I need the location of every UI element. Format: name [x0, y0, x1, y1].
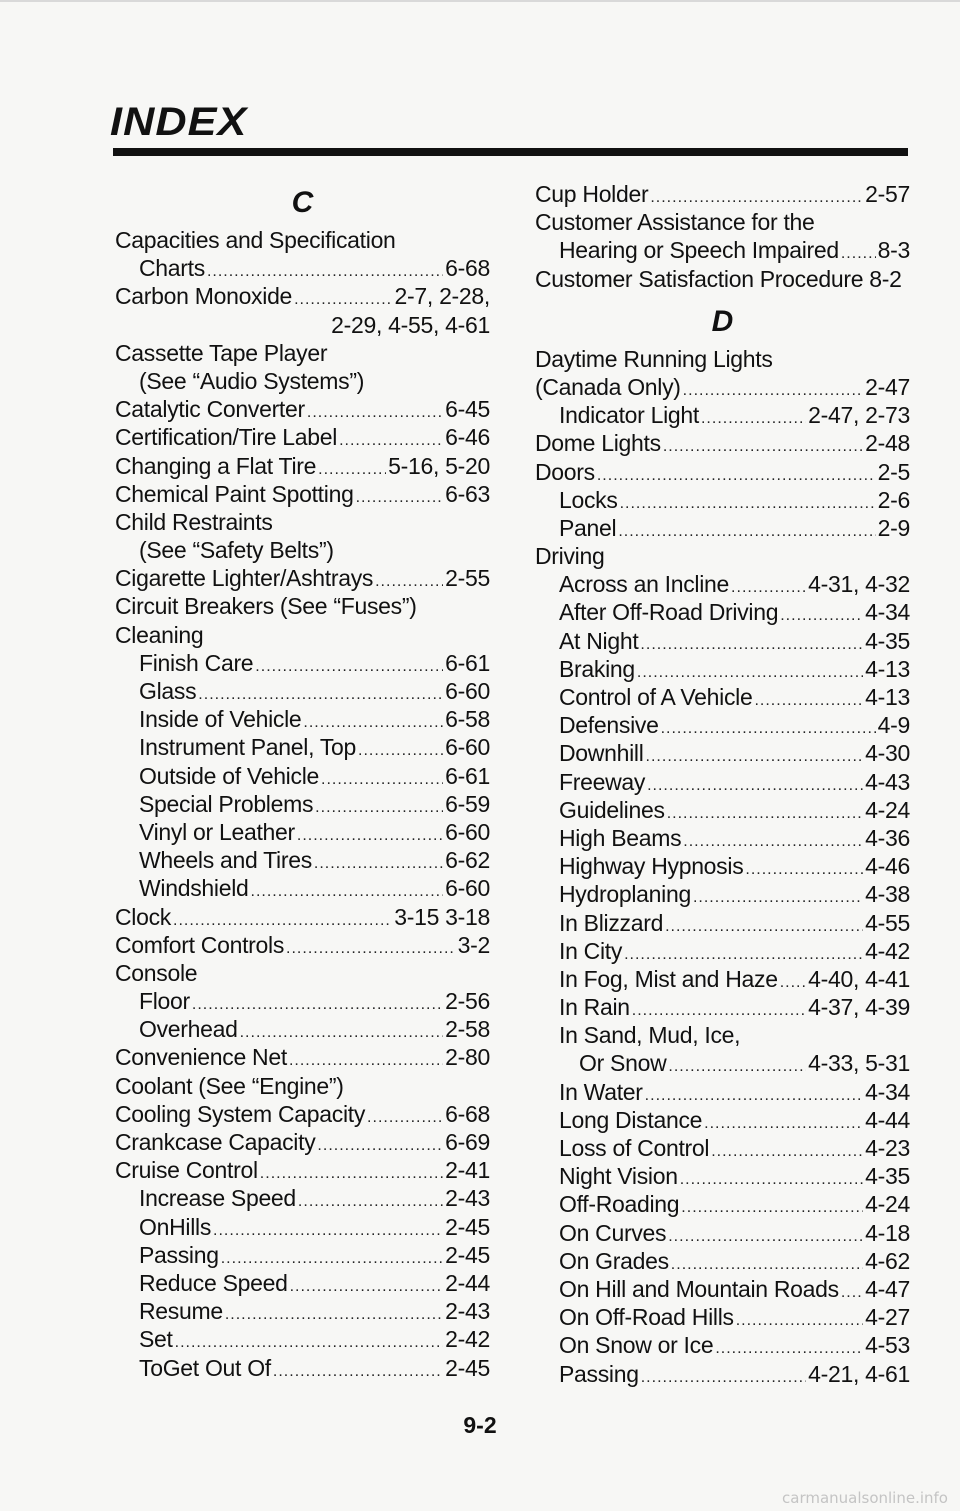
entry-term: In Water: [559, 1078, 643, 1105]
entry-term: Chemical Paint Spotting: [115, 480, 354, 507]
index-entry: [535, 458, 910, 486]
entry-term: Panel: [559, 514, 617, 541]
entry-term: At Night: [559, 627, 639, 654]
entry-page-ref: 3-2: [457, 931, 490, 958]
index-entry: [535, 486, 910, 514]
entry-page-ref: 4-31, 4-32: [808, 571, 910, 598]
header-rule: [113, 148, 908, 156]
entry-term: Wheels and Tires: [139, 847, 312, 874]
dot-leader: [665, 913, 863, 941]
dot-leader: [317, 1132, 443, 1160]
dot-leader: [358, 737, 443, 765]
entry-page-ref: 4-35: [865, 1163, 910, 1190]
dot-leader: [754, 687, 863, 715]
index-entry: [115, 762, 490, 790]
index-entry: [535, 711, 910, 739]
index-entry: [115, 480, 490, 508]
entry-term: Child Restraints: [115, 508, 273, 535]
entry-page-ref: 8-3: [877, 237, 910, 264]
entry-page-ref: 4-38: [865, 881, 910, 908]
dot-leader: [668, 1223, 863, 1251]
index-entry: [115, 733, 490, 761]
index-entry: [115, 903, 490, 931]
entry-page-ref: 2-43: [445, 1298, 490, 1325]
index-entry: [115, 846, 490, 874]
dot-leader: [356, 484, 444, 512]
entry-page-ref: 2-45: [445, 1354, 490, 1381]
index-entry: [535, 1162, 910, 1190]
dot-leader: [841, 1279, 863, 1307]
entry-page-ref: 2-41: [445, 1157, 490, 1184]
entry-page-ref: 4-42: [865, 937, 910, 964]
index-entry-list: [115, 226, 490, 1382]
dot-leader: [745, 856, 863, 884]
index-entry: [535, 345, 910, 373]
entry-page-ref: 2-57: [865, 181, 910, 207]
entry-term: Off-Roading: [559, 1191, 680, 1218]
page-title: INDEX: [110, 100, 248, 144]
dot-leader: [321, 766, 443, 794]
index-entry: [535, 1247, 910, 1275]
index-entry: [535, 208, 910, 236]
dot-leader: [680, 1166, 863, 1194]
index-entry: [115, 339, 490, 367]
dot-leader: [225, 1301, 443, 1329]
entry-page-ref: 4-18: [865, 1219, 910, 1246]
entry-page-ref: 2-80: [445, 1044, 490, 1071]
entry-term: Inside of Vehicle: [139, 706, 302, 733]
entry-term: In City: [559, 937, 623, 964]
entry-page-ref: 6-60: [445, 734, 490, 761]
index-entry: [535, 180, 910, 208]
index-entry: [115, 705, 490, 733]
index-entry: [115, 874, 490, 902]
dot-leader: [701, 405, 806, 433]
entry-term: Floor: [139, 988, 190, 1015]
entry-term: Cleaning: [115, 621, 204, 648]
entry-page-ref: 4-24: [865, 1191, 910, 1218]
dot-leader: [255, 653, 443, 681]
entry-page-ref: 4-55: [865, 909, 910, 936]
entry-page-ref: 6-61: [445, 762, 490, 789]
entry-term: In Fog, Mist and Haze: [559, 965, 778, 992]
index-entry: [535, 514, 910, 542]
entry-term: Loss of Control: [559, 1135, 710, 1161]
entry-term: Indicator Light: [559, 402, 699, 429]
entry-term: Hydroplaning: [559, 881, 691, 908]
index-entry: [115, 1184, 490, 1212]
entry-page-ref: 4-33, 5-31: [808, 1050, 910, 1077]
entry-page-ref: 2-45: [445, 1213, 490, 1240]
index-entry: [535, 1275, 910, 1303]
index-entry: [115, 395, 490, 423]
dot-leader: [298, 1188, 443, 1216]
watermark: carmanualsonline.info: [782, 1489, 948, 1507]
entry-page-ref: 6-68: [445, 1100, 490, 1127]
entry-term: Changing a Flat Tire: [115, 452, 317, 479]
entry-page-ref: 4-37, 4-39: [808, 994, 910, 1021]
entry-page-ref: 4-44: [865, 1106, 910, 1133]
entry-term: On Off-Road Hills: [559, 1304, 734, 1331]
dot-leader: [711, 1138, 863, 1166]
index-entry: [535, 909, 910, 937]
entry-term: Or Snow: [579, 1050, 667, 1077]
dot-leader: [780, 969, 806, 997]
index-entry: [115, 536, 490, 564]
entry-page-ref: 6-60: [445, 875, 490, 902]
entry-page-ref: 4-46: [865, 853, 910, 880]
dot-leader: [273, 1358, 443, 1386]
entry-term: On Curves: [559, 1219, 667, 1246]
page-number: 9-2: [463, 1412, 497, 1438]
index-column-right: [535, 180, 910, 1388]
index-entry: [115, 1325, 490, 1353]
index-entry: [115, 1241, 490, 1269]
entry-page-ref: 4-36: [865, 824, 910, 851]
index-entry: [535, 655, 910, 683]
index-entry: [535, 937, 910, 965]
entry-page-ref: 2-7, 2-28,: [394, 283, 490, 310]
entry-term: Clock: [115, 903, 172, 930]
index-entry: [535, 993, 910, 1021]
index-entry: [535, 683, 910, 711]
dot-leader: [780, 602, 863, 630]
entry-page-ref: 4-30: [865, 740, 910, 767]
entry-page-ref: 4-13: [865, 684, 910, 710]
entry-term: (See “Safety Belts”): [139, 537, 334, 564]
entry-term: Guidelines: [559, 796, 665, 823]
index-entry: [115, 1213, 490, 1241]
index-entry: [115, 1072, 490, 1100]
index-entry: [535, 824, 910, 852]
entry-term: Coolant (See “Engine”): [115, 1072, 344, 1099]
index-entry: [115, 649, 490, 677]
entry-term: In Rain: [559, 994, 630, 1021]
index-entry: [535, 598, 910, 626]
index-entry: [115, 311, 490, 339]
entry-page-ref: 6-68: [445, 255, 490, 282]
entry-term: Glass: [139, 678, 197, 704]
entry-page-ref: 6-60: [445, 678, 490, 704]
entry-term: On Snow or Ice: [559, 1332, 714, 1359]
entry-page-ref: 4-35: [865, 627, 910, 654]
entry-term: Capacities and Specification: [115, 227, 396, 253]
entry-term: Instrument Panel, Top: [139, 734, 357, 761]
entry-term: Customer Satisfaction Procedure 8-2: [535, 265, 902, 292]
entry-term: On Grades: [559, 1247, 669, 1274]
index-column-left: [115, 180, 490, 1382]
entry-term: Comfort Controls: [115, 931, 285, 958]
entry-term: Customer Assistance for the: [535, 209, 815, 236]
entry-page-ref: 2-48: [865, 430, 910, 457]
entry-term: Cooling System Capacity: [115, 1100, 366, 1127]
index-entry: [535, 236, 910, 264]
entry-page-ref: 4-40, 4-41: [808, 965, 910, 992]
entry-page-ref: 2-47: [865, 373, 910, 400]
index-entry: [115, 931, 490, 959]
index-entry: [115, 1297, 490, 1325]
index-entry: [115, 452, 490, 480]
index-entry: [535, 768, 910, 796]
entry-term: In Sand, Mud, Ice,: [559, 1022, 741, 1049]
index-entry-list: [535, 345, 910, 1388]
entry-term: Across an Incline: [559, 571, 730, 598]
entry-page-ref: 4-9: [877, 712, 910, 739]
entry-term: Finish Care: [139, 649, 254, 676]
index-entry: [535, 739, 910, 767]
entry-term: Carbon Monoxide: [115, 283, 293, 310]
entry-page-ref: 2-9: [877, 514, 910, 541]
entry-term: Overhead: [139, 1016, 238, 1043]
entry-term: (See “Audio Systems”): [139, 367, 365, 394]
dot-leader: [290, 1273, 444, 1301]
entry-term: Console: [115, 959, 198, 986]
section-letter: C: [291, 186, 314, 219]
index-entry: [115, 592, 490, 620]
entry-page-ref: 2-45: [445, 1241, 490, 1268]
index-entry: [115, 508, 490, 536]
entry-page-ref: 4-13: [865, 655, 910, 682]
index-entry: [535, 1134, 910, 1162]
index-entry: [115, 1269, 490, 1297]
entry-page-ref: 3-15 3-18: [394, 903, 490, 930]
entry-term: Charts: [139, 255, 205, 282]
dot-leader: [681, 1194, 863, 1222]
entry-term: Hearing or Speech Impaired: [559, 237, 839, 264]
entry-term: Freeway: [559, 768, 646, 795]
entry-page-ref: 4-47: [865, 1275, 910, 1302]
entry-page-ref: 2-55: [445, 565, 490, 592]
section-letter: D: [711, 304, 734, 338]
entry-page-ref: 4-34: [865, 1078, 910, 1105]
entry-term: Downhill: [559, 740, 644, 767]
entry-term: Passing: [559, 1360, 639, 1387]
index-entry: [115, 987, 490, 1015]
entry-page-ref: 2-6: [877, 486, 910, 513]
entry-page-ref: 4-24: [865, 796, 910, 823]
entry-term: Reduce Speed: [139, 1269, 288, 1296]
entry-page-ref: 6-62: [445, 847, 490, 874]
dot-leader: [663, 433, 863, 461]
index-entry: [535, 1078, 910, 1106]
dot-leader: [314, 850, 443, 878]
entry-term: Cup Holder: [535, 181, 649, 207]
index-entry: [535, 1021, 910, 1049]
entry-page-ref: 6-61: [445, 649, 490, 676]
index-entry: [535, 1049, 910, 1077]
entry-term: Doors: [535, 458, 595, 485]
entry-term: After Off-Road Driving: [559, 599, 779, 626]
index-entry: [115, 1156, 490, 1184]
entry-page-ref: 6-58: [445, 706, 490, 733]
entry-term: Certification/Tire Label: [115, 424, 338, 451]
index-entry: [535, 542, 910, 570]
dot-leader: [667, 800, 863, 828]
index-entry-list: [535, 180, 910, 293]
dot-leader: [618, 518, 875, 546]
index-entry: [115, 677, 490, 705]
entry-term: Braking: [559, 655, 635, 682]
dot-leader: [736, 1307, 863, 1335]
entry-page-ref: 4-53: [865, 1332, 910, 1359]
entry-term: OnHills: [139, 1213, 212, 1240]
dot-leader: [704, 1110, 863, 1138]
index-entry: [115, 564, 490, 592]
entry-term: Cruise Control: [115, 1157, 258, 1184]
dot-leader: [661, 715, 876, 743]
index-entry: [535, 1303, 910, 1331]
index-entry: [535, 570, 910, 598]
index-entry: [115, 282, 490, 310]
entry-term: Windshield: [139, 875, 249, 902]
index-entry: [535, 265, 910, 293]
entry-page-ref: 2-56: [445, 988, 490, 1015]
entry-page-ref: 6-59: [445, 790, 490, 817]
dot-leader: [620, 490, 876, 518]
dot-leader: [640, 631, 863, 659]
entry-term: High Beams: [559, 824, 682, 851]
entry-term: Highway Hypnosis: [559, 853, 744, 880]
entry-term: Driving: [535, 543, 605, 570]
entry-term: Increase Speed: [139, 1185, 296, 1212]
entry-term: ToGet Out Of: [139, 1354, 271, 1381]
entry-term: Cassette Tape Player: [115, 339, 328, 366]
entry-page-ref: 2-47, 2-73: [808, 402, 910, 429]
dot-leader: [668, 1053, 806, 1081]
index-entry: [115, 1043, 490, 1071]
entry-term: Vinyl or Leather: [139, 818, 295, 845]
index-entry: [535, 1219, 910, 1247]
index-entry: [535, 1360, 910, 1388]
entry-page-ref: 2-5: [877, 458, 910, 485]
top-border: [0, 0, 960, 2]
index-entry: [115, 790, 490, 818]
index-entry: [115, 423, 490, 451]
entry-page-ref: 4-27: [865, 1304, 910, 1331]
index-entry: [115, 818, 490, 846]
index-entry: [535, 401, 910, 429]
dot-leader: [641, 1364, 806, 1392]
dot-leader: [315, 794, 443, 822]
index-entry: [115, 254, 490, 282]
entry-term: On Hill and Mountain Roads: [559, 1275, 839, 1302]
entry-term: Special Problems: [139, 790, 314, 817]
entry-term: Circuit Breakers (See “Fuses”): [115, 593, 417, 620]
index-entry: [535, 1190, 910, 1218]
entry-page-ref: 6-63: [445, 480, 490, 507]
entry-page-ref: 4-43: [865, 768, 910, 795]
entry-term: Locks: [559, 486, 618, 513]
entry-term: Dome Lights: [535, 430, 661, 457]
dot-leader: [693, 884, 863, 912]
entry-page-ref: 2-58: [445, 1016, 490, 1043]
entry-term: Catalytic Converter: [115, 396, 305, 423]
entry-page-ref: 2-44: [445, 1269, 490, 1296]
index-entry: [115, 1015, 490, 1043]
entry-term: Passing: [139, 1241, 219, 1268]
index-entry: [535, 429, 910, 457]
dot-leader: [647, 772, 863, 800]
index-entry: [535, 1106, 910, 1134]
index-entry: [535, 373, 910, 401]
entry-page-ref: 2-43: [445, 1185, 490, 1212]
index-entry: [115, 1354, 490, 1382]
index-entry: [535, 796, 910, 824]
entry-page-ref: 6-46: [445, 424, 490, 451]
entry-term: Defensive: [559, 712, 659, 739]
entry-term: (Canada Only): [535, 373, 681, 400]
entry-page-ref: 6-45: [445, 396, 490, 423]
index-entry: [535, 627, 910, 655]
index-entry: [535, 880, 910, 908]
index-entry: [115, 1100, 490, 1128]
entry-page-ref: 6-60: [445, 818, 490, 845]
dot-leader: [646, 743, 864, 771]
entry-page-ref: 2-42: [445, 1326, 490, 1353]
index-entry: [535, 852, 910, 880]
entry-term: Daytime Running Lights: [535, 345, 773, 372]
dot-leader: [597, 462, 876, 490]
entry-page-ref: 5-16, 5-20: [388, 452, 490, 479]
entry-page-ref: 4-21, 4-61: [808, 1360, 910, 1387]
entry-term: Convenience Net: [115, 1044, 287, 1071]
entry-term: Control of A Vehicle: [559, 684, 753, 710]
dot-leader: [286, 935, 456, 963]
entry-term: Crankcase Capacity: [115, 1129, 316, 1155]
index-entry: [115, 621, 490, 649]
entry-term: Cigarette Lighter/Ashtrays: [115, 565, 374, 592]
entry-term: Outside of Vehicle: [139, 762, 319, 789]
index-entry: [115, 1128, 490, 1156]
entry-page-ref: 6-69: [445, 1129, 490, 1155]
entry-term: Long Distance: [559, 1106, 703, 1133]
entry-term: Night Vision: [559, 1163, 678, 1190]
index-entry: [115, 367, 490, 395]
index-entry: [535, 965, 910, 993]
entry-term: Resume: [139, 1298, 223, 1325]
entry-term: In Blizzard: [559, 909, 664, 936]
entry-page-ref: 4-23: [865, 1135, 910, 1161]
index-entry: [535, 1331, 910, 1359]
entry-page-ref: 2-29, 4-55, 4-61: [331, 311, 490, 338]
index-entry: [115, 226, 490, 254]
index-entry: [115, 959, 490, 987]
entry-page-ref: 4-62: [865, 1247, 910, 1274]
dot-leader: [297, 822, 443, 850]
entry-term: Set: [139, 1326, 173, 1353]
dot-leader: [367, 1104, 443, 1132]
dot-leader: [213, 1217, 443, 1245]
entry-page-ref: 4-34: [865, 599, 910, 626]
